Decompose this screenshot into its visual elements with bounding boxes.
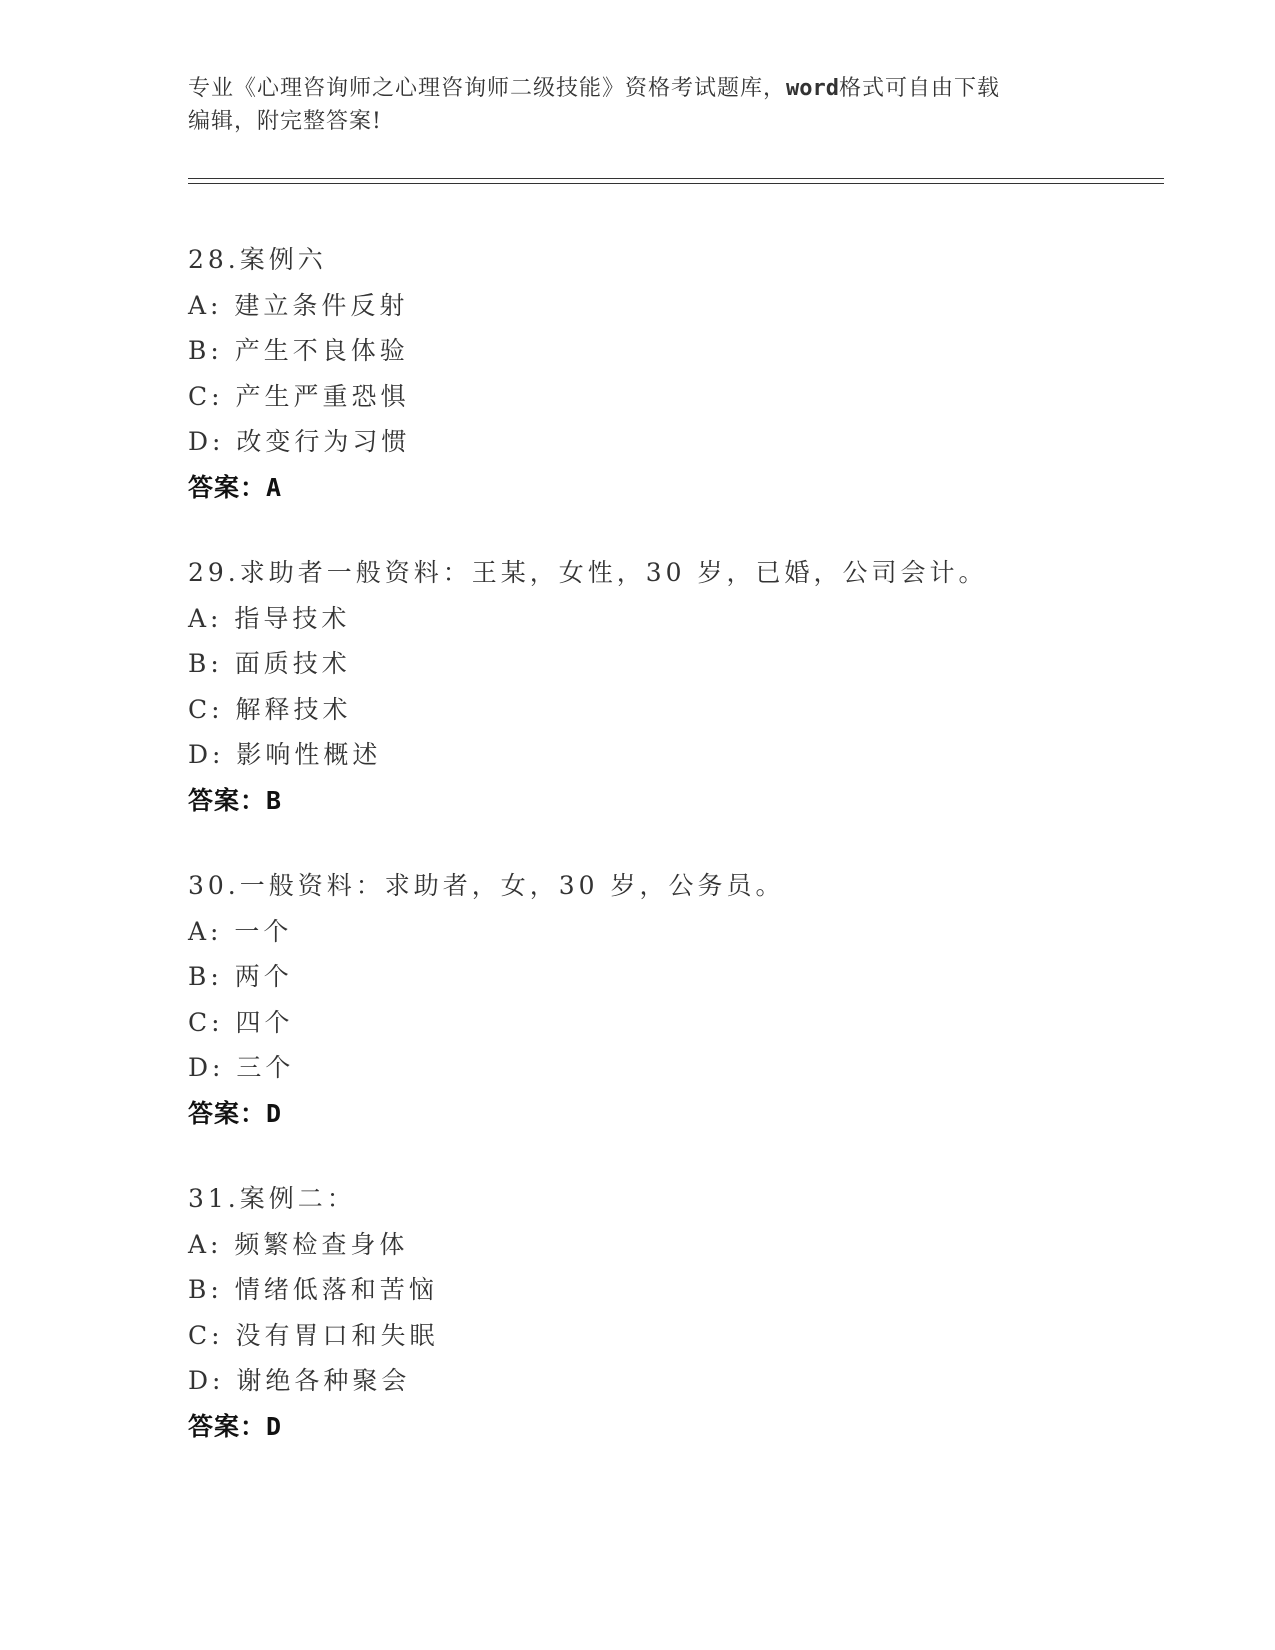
- answer-label: 答案：: [188, 1411, 267, 1441]
- answer-label: 答案：: [188, 785, 267, 815]
- option-d: D: 三个: [188, 1053, 295, 1082]
- header-rule-bottom: [188, 183, 1164, 184]
- header-text-pre: 专业《心理咨询师之心理咨询师二级技能》资格考试题库，: [188, 76, 787, 101]
- header-line-2: 编辑，附完整答案!: [188, 109, 382, 134]
- answer-label: 答案：: [188, 472, 267, 502]
- option-a: A: 频繁检查身体: [188, 1229, 409, 1259]
- option-a: A: 指导技术: [188, 603, 351, 633]
- document-header: [188, 72, 1068, 138]
- header-text-word: word: [786, 76, 839, 101]
- header-line-1: [188, 72, 1068, 105]
- answer-label: 答案：: [188, 1098, 267, 1128]
- option-d: D: 影响性概述: [188, 740, 382, 769]
- answer-line: [188, 465, 1168, 511]
- option-b: B: 产生不良体验: [188, 336, 409, 365]
- option-b: B: 两个: [188, 962, 293, 991]
- question-31: [188, 1176, 1168, 1449]
- answer-value: D: [266, 1098, 283, 1128]
- option-a: A: 建立条件反射: [188, 290, 409, 320]
- option-a: A: 一个: [188, 916, 293, 946]
- option-c: C: 四个: [188, 1007, 294, 1037]
- question-stem: 28.案例六: [188, 245, 327, 274]
- question-29: [188, 550, 1168, 823]
- answer-line: [188, 1091, 1168, 1137]
- header-text-post: 格式可自由下载: [839, 76, 1001, 101]
- option-b: B: 情绪低落和苦恼: [188, 1275, 438, 1304]
- question-stem: 31.案例二：: [188, 1184, 356, 1213]
- answer-line: [188, 1404, 1168, 1450]
- question-28: [188, 237, 1168, 510]
- answer-value: D: [266, 1411, 283, 1441]
- option-d: D: 谢绝各种聚会: [188, 1366, 411, 1395]
- option-c: C: 解释技术: [188, 694, 352, 724]
- question-list: [188, 237, 1168, 1489]
- question-stem: 30.一般资料：求助者，女，30 岁，公务员。: [188, 871, 785, 900]
- question-stem: 29.求助者一般资料：王某，女性，30 岁，已婚，公司会计。: [188, 558, 988, 587]
- question-30: [188, 863, 1168, 1136]
- answer-value: B: [266, 785, 283, 815]
- answer-value: A: [266, 472, 283, 502]
- option-c: C: 没有胃口和失眠: [188, 1320, 439, 1350]
- option-d: D: 改变行为习惯: [188, 427, 411, 456]
- header-rule-top: [188, 178, 1164, 179]
- answer-line: [188, 778, 1168, 824]
- option-b: B: 面质技术: [188, 649, 351, 678]
- option-c: C: 产生严重恐惧: [188, 381, 410, 411]
